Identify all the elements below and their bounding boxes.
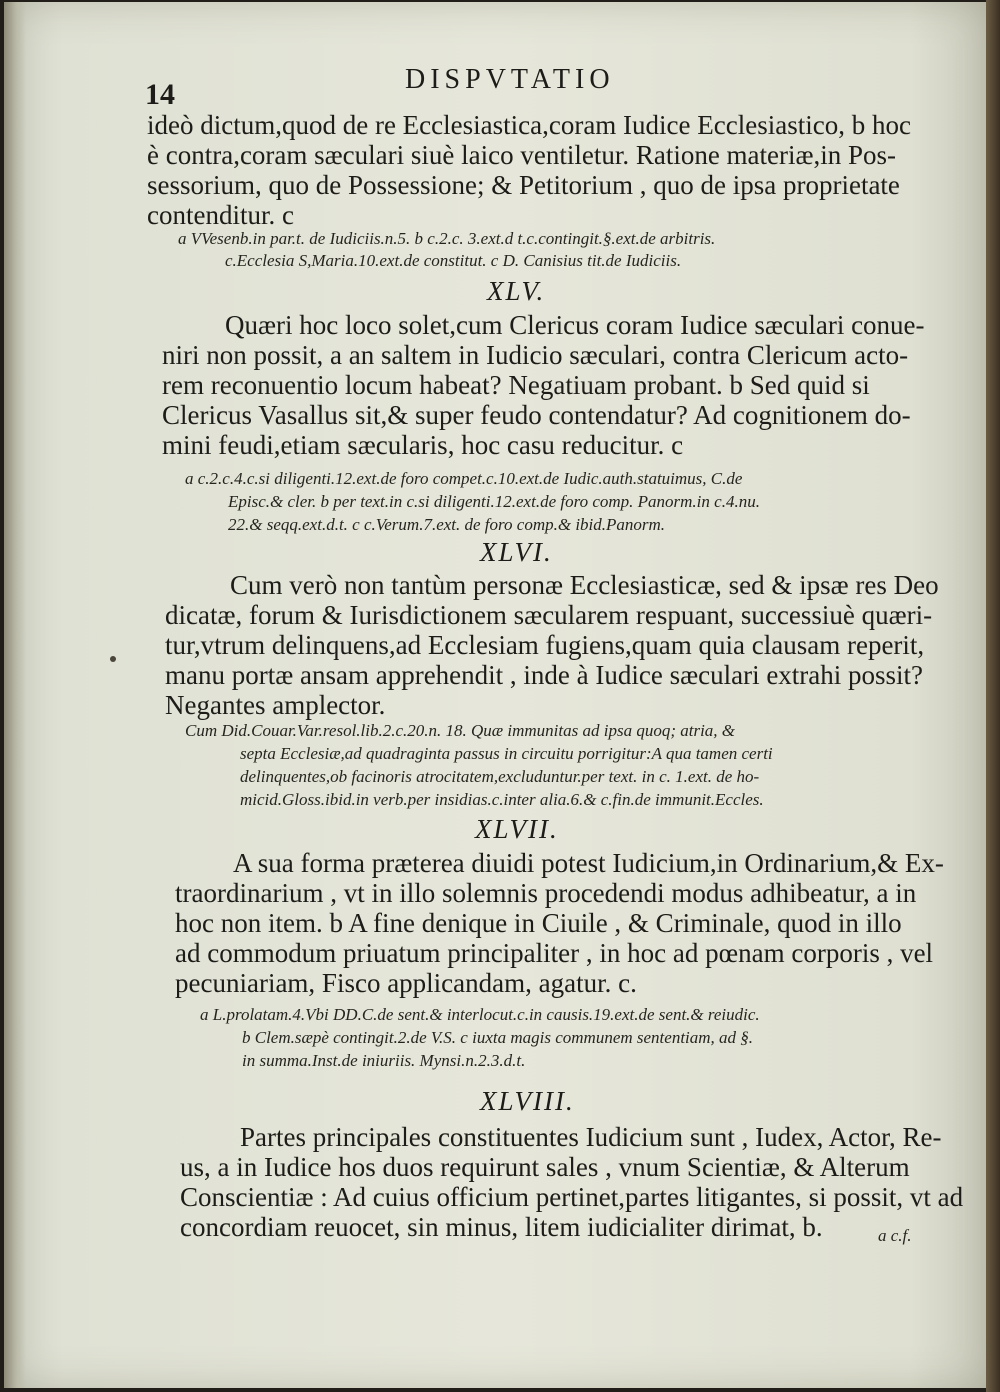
body-line: us, a in Iudice hos duos requirunt sales , vnum Scientiæ, & Alterum: [180, 1152, 910, 1182]
section-heading: XLVI.: [480, 537, 553, 567]
book-edge: [986, 0, 1000, 1392]
body-line: pecuniariam, Fisco applicandam, agatur. c.: [175, 968, 637, 998]
body-line: traordinarium , vt in illo solemnis procedendi modus adhibeatur, a in: [175, 878, 917, 908]
ink-speck: [110, 656, 116, 662]
body-line: Quæri hoc loco solet,cum Clericus coram Iudice sæculari conue-: [225, 310, 925, 340]
footnote-line: b Clem.sæpè contingit.2.de V.S. c iuxta magis communem sententiam, ad §.: [242, 1028, 754, 1047]
binding-gutter: [4, 2, 26, 1388]
footnote-line: c.Ecclesia S,Maria.10.ext.de constitut. c D. Canisius tit.de Iudiciis.: [225, 251, 682, 270]
body-line: manu portæ ansam apprehendit , inde à Iudice sæculari extrahi possit?: [165, 660, 924, 690]
footnote-line: micid.Gloss.ibid.in verb.per insidias.c.inter alia.6.& c.fin.de immunit.Eccles.: [240, 790, 764, 809]
body-line: è contra,coram sæculari siuè laico ventiletur. Ratione materiæ,in Pos-: [147, 140, 897, 170]
footnote-line: septa Ecclesiæ,ad quadraginta passus in circuitu porrigitur:A qua tamen certi: [240, 744, 773, 763]
body-line: niri non possit, a an saltem in Iudicio sæculari, contra Clericum acto-: [162, 340, 909, 370]
body-line: Conscientiæ : Ad cuius officium pertinet,partes litigantes, si possit, vt ad: [180, 1182, 964, 1212]
body-line: Negantes amplector.: [165, 690, 386, 720]
body-line: contenditur. c: [147, 200, 294, 230]
section-heading: XLV.: [487, 276, 546, 306]
body-line: mini feudi,etiam sæcularis, hoc casu reducitur. c: [162, 430, 684, 460]
body-line: Cum verò non tantùm personæ Ecclesiasticæ, sed & ipsæ res Deo: [230, 570, 939, 600]
body-line: tur,vtrum delinquens,ad Ecclesiam fugiens,quam quia clausam reperit,: [165, 630, 925, 660]
catchword: a c.f.: [878, 1226, 912, 1245]
footnote-line: a c.2.c.4.c.si diligenti.12.ext.de foro compet.c.10.ext.de Iudic.auth.statuimus, C.de: [185, 469, 743, 488]
body-line: ideò dictum,quod de re Ecclesiastica,coram Iudice Ecclesiastico, b hoc: [147, 110, 911, 140]
running-title: DISPVTATIO: [405, 64, 615, 95]
body-line: ad commodum priuatum principaliter , in hoc ad pœnam corporis , vel: [175, 938, 934, 968]
body-line: Clericus Vasallus sit,& super feudo contendatur? Ad cognitionem do-: [162, 400, 911, 430]
body-line: concordiam reuocet, sin minus, litem iudicialiter dirimat, b.: [180, 1212, 823, 1242]
section-heading: XLVIII.: [480, 1086, 575, 1116]
body-line: hoc non item. b A fine denique in Ciuile , & Criminale, quod in illo: [175, 908, 902, 938]
footnote-line: Cum Did.Couar.Var.resol.lib.2.c.20.n. 18. Quæ immunitas ad ipsa quoq; atria, &: [185, 721, 736, 740]
body-line: Partes principales constituentes Iudicium sunt , Iudex, Actor, Re-: [240, 1122, 942, 1152]
footnote-line: 22.& seqq.ext.d.t. c c.Verum.7.ext. de foro comp.& ibid.Panorm.: [228, 515, 666, 534]
footnote-line: Episc.& cler. b per text.in c.si diligenti.12.ext.de foro comp. Panorm.in c.4.nu.: [228, 492, 760, 511]
footnote-line: in summa.Inst.de iniuriis. Mynsi.n.2.3.d.t.: [242, 1051, 526, 1070]
body-line: rem reconuentio locum habeat? Negatiuam probant. b Sed quid si: [162, 370, 870, 400]
footnote-line: a VVesenb.in par.t. de Iudiciis.n.5. b c.2.c. 3.ext.d t.c.contingit.§.ext.de arbitris.: [178, 229, 716, 248]
body-line: dicatæ, forum & Iurisdictionem sæcularem respuant, successiuè quæri-: [165, 600, 933, 630]
body-line: sessorium, quo de Possessione; & Petitorium , quo de ipsa proprietate: [147, 170, 900, 200]
footnote-line: a L.prolatam.4.Vbi DD.C.de sent.& interlocut.c.in causis.19.ext.de sent.& reiudic.: [200, 1005, 760, 1024]
page-number: 14: [145, 78, 175, 111]
footnote-line: delinquentes,ob facinoris atrocitatem,excluduntur.per text. in c. 1.ext. de ho-: [240, 767, 760, 786]
section-heading: XLVII.: [475, 814, 559, 844]
body-line: A sua forma præterea diuidi potest Iudicium,in Ordinarium,& Ex-: [233, 848, 944, 878]
